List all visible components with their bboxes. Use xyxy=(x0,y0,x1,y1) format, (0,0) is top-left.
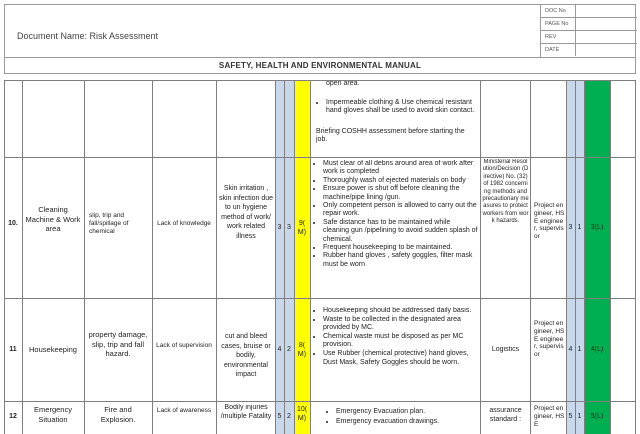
responsible-cell: Project engineer, HSE engineer, supervisor xyxy=(534,320,565,359)
residual-severity-cell: 4 xyxy=(568,346,573,353)
row-number: 12 xyxy=(9,413,17,420)
likelihood-cell: 3 xyxy=(287,224,291,231)
document-header xyxy=(4,4,636,58)
residual-likelihood-cell: 1 xyxy=(577,413,582,420)
severity-column-bg xyxy=(275,80,284,434)
controls-cell xyxy=(313,160,478,269)
residual-likelihood-cell: 1 xyxy=(577,346,582,353)
meta-label: REV xyxy=(545,34,557,40)
cause-cell: Lack of awareness xyxy=(156,407,212,414)
grid-line xyxy=(584,80,585,434)
responsible-cell: Project engineer, HSE xyxy=(534,405,565,428)
residual-severity-cell: 3 xyxy=(568,224,573,231)
controls-cell xyxy=(313,307,478,367)
control-item: • Waste to be collected in the designated area provided by MC. xyxy=(323,316,478,333)
likelihood-cell: 2 xyxy=(287,413,291,420)
residual-likelihood-column-bg xyxy=(575,80,584,434)
grid-line xyxy=(84,80,85,434)
grid-line xyxy=(480,80,481,434)
risk-rating-cell: 10( M) xyxy=(296,406,308,422)
meta-rev xyxy=(540,31,637,44)
control-item: • Must clear of all debris around area of work after work is completed xyxy=(323,160,478,177)
grid-line xyxy=(530,80,531,434)
risk-rating-cell: 9( M) xyxy=(297,220,307,236)
top-row-controls xyxy=(316,80,476,157)
legal-reference-cell: assurance standard : xyxy=(489,407,522,423)
meta-page-no xyxy=(540,18,637,31)
control-item: • Use Rubber (chemical protective) hand gloves, Dust Mask, Safety Goggles should be worn. xyxy=(323,350,478,367)
grid-line xyxy=(216,80,217,434)
grid-line xyxy=(152,80,153,434)
risk-rating-column-bg xyxy=(294,80,310,434)
controls-cell xyxy=(326,407,476,427)
control-item: • Housekeeping should be addressed daily basis. xyxy=(323,307,478,316)
control-item: • Impermeable clothing & Use chemical resistant hand gloves shall be used to avoid skin contact. xyxy=(326,99,476,116)
meta-doc-no xyxy=(540,5,637,18)
hazard-cell: Fire and Explosion. xyxy=(100,405,136,424)
control-text: Briefing COSHH assessment before starting the job. xyxy=(316,127,465,144)
control-item: • Frequent housekeeping to be maintained. xyxy=(323,244,478,252)
grid-line xyxy=(610,80,611,434)
likelihood-column-bg xyxy=(284,80,294,434)
activity-cell: Cleaning Machine & Work area xyxy=(25,205,81,233)
cause-cell: Lack of knowledge xyxy=(157,220,211,227)
meta-label: PAGE No xyxy=(545,21,569,27)
meta-label: DOC No xyxy=(545,8,566,14)
grid-line xyxy=(310,80,311,434)
grid-line xyxy=(635,80,636,434)
responsible-cell: Project engineer, HSE engineer, supervisor xyxy=(534,202,565,241)
grid-line xyxy=(284,80,285,434)
grid-line xyxy=(4,401,636,402)
manual-title: SAFETY, HEALTH AND ENVIRONMENTAL MANUAL xyxy=(4,58,636,74)
hazard-cell: slip, trip and fall/spillage of chemical xyxy=(89,212,129,235)
control-item: • Rubber hand gloves , safety goggles, filter mask must be worn xyxy=(323,252,478,269)
residual-rating-column-bg xyxy=(584,80,610,434)
grid-line xyxy=(575,80,576,434)
residual-rating-cell: 5(L) xyxy=(590,413,604,420)
control-item: • Safe distance has to be maintained while cleaning gun /pipelining to avoid sudden splash of chemical. xyxy=(323,219,478,244)
control-text: open area. xyxy=(326,80,360,87)
activity-cell: Emergency Situation xyxy=(34,405,72,424)
severity-cell: 3 xyxy=(277,224,282,231)
severity-cell: 5 xyxy=(277,413,282,420)
cause-cell: Lack of supervision xyxy=(156,342,212,349)
document-meta-block xyxy=(540,5,637,57)
risk-rating-cell: 8( M) xyxy=(297,342,307,358)
control-item: • Only competent person is allowed to carry out the repair work. xyxy=(323,202,478,219)
residual-severity-column-bg xyxy=(566,80,575,434)
grid-line xyxy=(275,80,276,434)
legal-reference-cell: Ministerial Resolution/Decision (Directive) No. (32) of 1982 concerning methods and precautionary measures to protect workers from work hazards. xyxy=(482,159,529,225)
document-name: Document Name: Risk Assessment xyxy=(17,31,159,41)
residual-likelihood-cell: 1 xyxy=(577,224,582,231)
effect-cell: cut and bleed cases, bruise or bodily, environmental impact xyxy=(221,333,271,378)
grid-line xyxy=(4,298,636,299)
residual-rating-cell: 4(L) xyxy=(590,346,604,353)
row-number: 10. xyxy=(8,220,18,227)
meta-label: DATE xyxy=(545,47,560,53)
grid-line xyxy=(566,80,567,434)
hazard-cell: property damage, slip, trip and fall hazard. xyxy=(88,330,148,358)
grid-line xyxy=(22,80,23,434)
control-item: • Thoroughly wash of ejected materials on body xyxy=(323,177,478,185)
control-item: • Emergency Evacuation plan. xyxy=(336,407,476,417)
severity-cell: 4 xyxy=(277,346,282,353)
grid-line xyxy=(4,80,5,434)
legal-reference-cell: Logistics xyxy=(491,346,520,353)
meta-date xyxy=(540,44,637,57)
likelihood-cell: 2 xyxy=(287,346,291,353)
effect-cell: Skin irritation , skin infection due to un hygiene method of work/ work related illness xyxy=(218,185,274,240)
residual-severity-cell: 5 xyxy=(568,413,573,420)
grid-line xyxy=(294,80,295,434)
control-item: • Emergency evacuation drawings. xyxy=(336,417,476,427)
row-number: 11 xyxy=(9,346,17,353)
control-item: • Ensure power is shut off before cleaning the machine/pipe lining /gun. xyxy=(323,185,478,202)
grid-line xyxy=(4,157,636,158)
control-item: • Chemical waste must be disposed as per MC provision. xyxy=(323,333,478,350)
residual-rating-cell: 3(L) xyxy=(590,224,604,231)
effect-cell: Bodily injuries /multiple Fatality xyxy=(220,404,272,420)
activity-cell: Housekeeping xyxy=(29,346,77,354)
